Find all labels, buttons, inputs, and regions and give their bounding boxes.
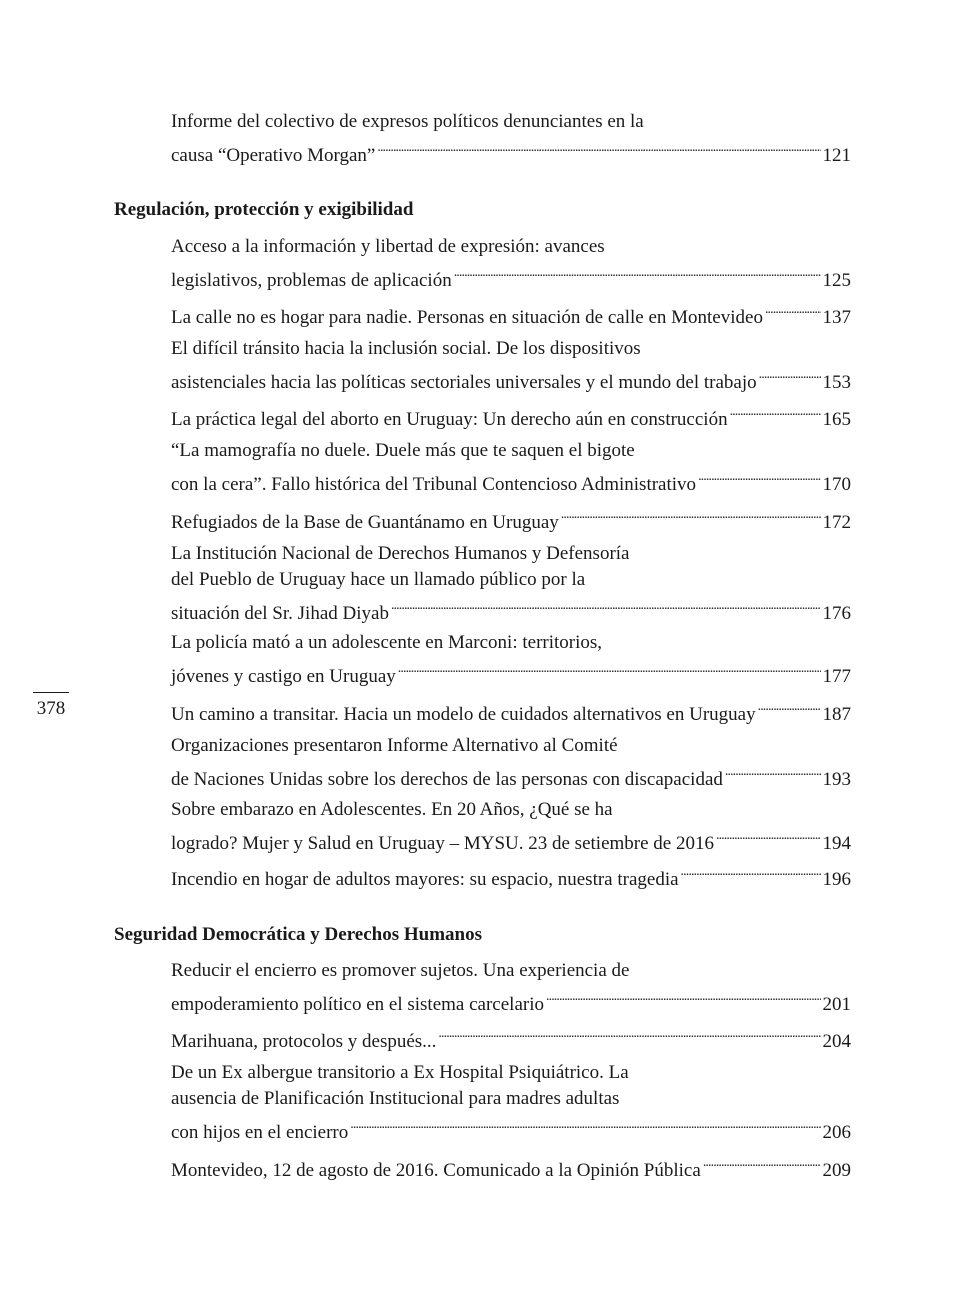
toc-entry-line [171,260,851,291]
toc-entry-line [171,1086,851,1112]
dot-leader [698,464,820,490]
toc-entry-page: 137 [822,307,851,328]
dot-leader [725,759,821,785]
dot-leader [350,1112,820,1138]
toc-entry-line [171,797,851,823]
toc-entry-page: 194 [822,833,851,854]
toc-entry-page: 201 [822,994,851,1015]
dot-leader [454,260,821,286]
dot-leader [759,362,821,388]
toc-entry-title: Un camino a transitar. Hacia un modelo de cuidados alternativos en Uruguay [171,704,756,725]
section-heading: Regulación, protección y exigibilidad [114,199,414,220]
toc-entry-title: empoderamiento político en el sistema carcelario [171,994,544,1015]
toc-entry-title: situación del Sr. Jihad Diyab [171,603,389,624]
toc-entry-title: Marihuana, protocolos y después... [171,1031,437,1052]
toc-entry-line [171,630,851,656]
toc-entry-page: 193 [822,769,851,790]
toc-entry-line [171,399,851,430]
toc-entry[interactable] [171,109,851,166]
toc-entry-line [171,502,851,533]
toc-entry-title: De un Ex albergue transitorio a Ex Hospital Psiquiátrico. La [171,1062,629,1083]
toc-entry[interactable] [171,438,851,495]
toc-entry-page: 121 [822,145,851,166]
toc-entry-title: La policía mató a un adolescente en Marconi: territorios, [171,632,603,653]
dot-leader [765,297,821,323]
toc-entry-page: 176 [822,603,851,624]
toc-entry-page: 196 [822,869,851,890]
toc-entry-line [171,984,851,1015]
dot-leader [546,984,821,1010]
toc-entry-line [171,567,851,593]
page-number-block [33,692,69,721]
toc-entry-line [171,336,851,362]
toc-entry-line [171,733,851,759]
toc-entry-title: Montevideo, 12 de agosto de 2016. Comunicado a la Opinión Pública [171,1160,701,1181]
toc-entry-title: Organizaciones presentaron Informe Alternativo al Comité [171,735,618,756]
toc-entry-line [171,593,851,624]
toc-entry[interactable] [171,630,851,687]
toc-entry[interactable] [171,1021,851,1052]
toc-entry-page: 204 [822,1031,851,1052]
dot-leader [391,593,821,619]
dot-leader [730,399,821,425]
toc-entry-line [171,823,851,854]
toc-entry-title: de Naciones Unidas sobre los derechos de las personas con discapacidad [171,769,723,790]
toc-entry-title: La Institución Nacional de Derechos Humanos y Defensoría [171,543,630,564]
dot-leader [758,694,821,720]
toc-entry-title: Informe del colectivo de expresos políticos denunciantes en la [171,111,644,132]
toc-entry[interactable] [171,502,851,533]
toc-entry-title: logrado? Mujer y Salud en Uruguay – MYSU. 23 de setiembre de 2016 [171,833,714,854]
toc-entry-line [171,362,851,393]
toc-entry-title: asistenciales hacia las políticas sectoriales universales y el mundo del trabajo [171,372,757,393]
toc-entry-line [171,297,851,328]
toc-entry-title: jóvenes y castigo en Uruguay [171,666,396,687]
toc-entry-page: 172 [822,512,851,533]
toc-entry-line [171,1112,851,1143]
toc-entry-title: Acceso a la información y libertad de expresión: avances [171,236,605,257]
toc-entry-line [171,656,851,687]
toc-entry[interactable] [171,1150,851,1181]
dot-leader [716,823,821,849]
toc-entry[interactable] [171,541,851,624]
toc-entry-title: Reducir el encierro es promover sujetos. Una experiencia de [171,960,630,981]
toc-entry[interactable] [171,859,851,890]
dot-leader [438,1021,820,1047]
toc-entry-title: La práctica legal del aborto en Uruguay: Un derecho aún en construcción [171,409,728,430]
toc-entry-line [171,541,851,567]
toc-entry-page: 153 [822,372,851,393]
toc-entry-line [171,109,851,135]
toc-entry-title: El difícil tránsito hacia la inclusión social. De los dispositivos [171,338,641,359]
toc-entry-line [171,759,851,790]
toc-entry-page: 187 [822,704,851,725]
toc-entry-title: ausencia de Planificación Institucional para madres adultas [171,1088,620,1109]
toc-entry-line [171,859,851,890]
dot-leader [681,859,821,885]
toc-entry[interactable] [171,399,851,430]
toc-entry-line [171,135,851,166]
toc-entry-title: Sobre embarazo en Adolescentes. En 20 Años, ¿Qué se ha [171,799,613,820]
toc-entry-line [171,1150,851,1181]
toc-entry-title: Refugiados de la Base de Guantánamo en Uruguay [171,512,559,533]
dot-leader [377,135,820,161]
section-heading: Seguridad Democrática y Derechos Humanos [114,924,483,945]
toc-entry-title: con hijos en el encierro [171,1122,349,1143]
toc-entry-page: 209 [822,1160,851,1181]
toc-entry-line [171,234,851,260]
toc-entry-line [171,1021,851,1052]
dot-leader [398,656,821,682]
toc-entry-title: con la cera”. Fallo histórica del Tribunal Contencioso Administrativo [171,474,697,495]
toc-entry[interactable] [171,958,851,1015]
toc-entry[interactable] [171,1060,851,1143]
toc-entry[interactable] [171,733,851,790]
toc-entry-line [171,438,851,464]
toc-entry-page: 125 [822,270,851,291]
toc-entry-title: del Pueblo de Uruguay hace un llamado público por la [171,569,586,590]
dot-leader [703,1150,821,1176]
dot-leader [561,502,821,528]
toc-entry-title: legislativos, problemas de aplicación [171,270,452,291]
toc-entry-page: 165 [822,409,851,430]
toc-entry[interactable] [171,336,851,393]
toc-entry-page: 177 [822,666,851,687]
toc-entry-title: “La mamografía no duele. Duele más que te saquen el bigote [171,440,635,461]
toc-entry-title: La calle no es hogar para nadie. Personas en situación de calle en Montevideo [171,307,763,328]
toc-entry-line [171,1060,851,1086]
toc-entry[interactable] [171,234,851,291]
toc-entry-page: 206 [822,1122,851,1143]
toc-entry[interactable] [171,297,851,328]
toc-entry-title: causa “Operativo Morgan” [171,145,376,166]
toc-entry[interactable] [171,797,851,854]
toc-entry-title: Incendio en hogar de adultos mayores: su espacio, nuestra tragedia [171,869,679,890]
toc-entry-line [171,694,851,725]
page-number: 378 [36,698,66,719]
toc-entry-line [171,958,851,984]
toc-entry-line [171,464,851,495]
page-number-rule [33,692,69,693]
toc-entry[interactable] [171,694,851,725]
toc-entry-page: 170 [822,474,851,495]
